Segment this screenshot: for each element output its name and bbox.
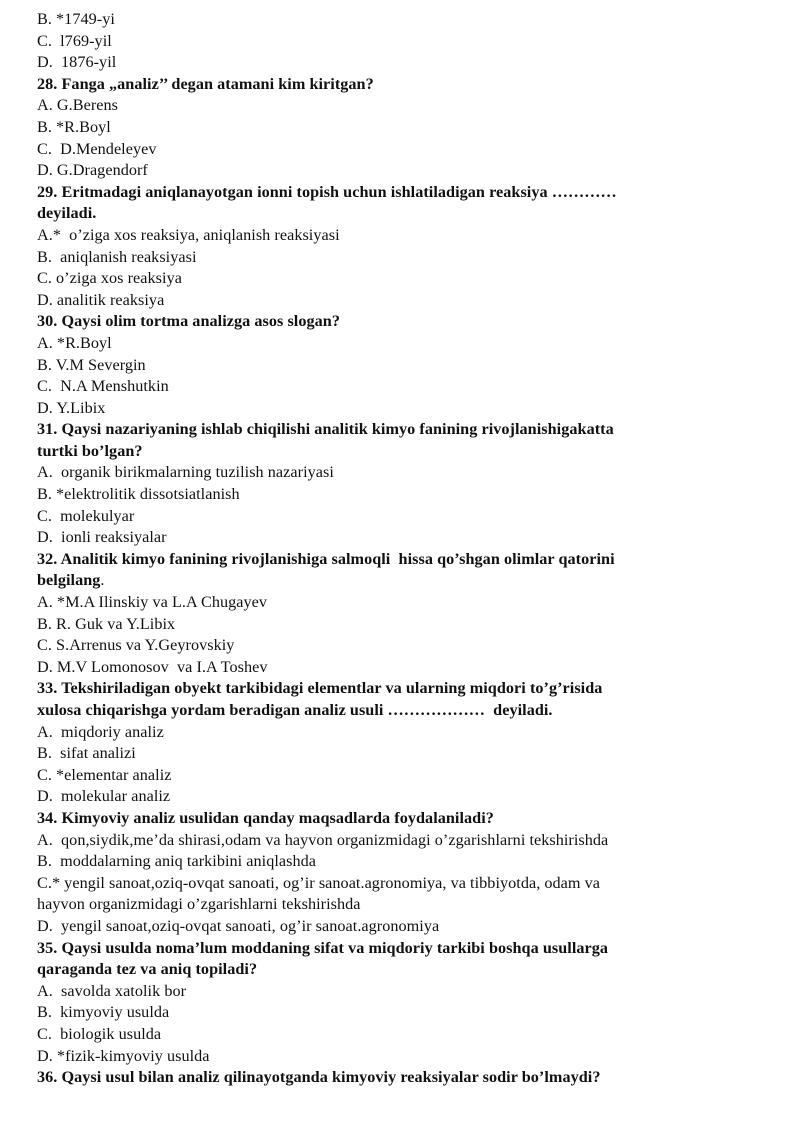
answer-option: A. organik birikmalarning tuzilish nazariyasi	[37, 463, 334, 482]
answer-option: B. aniqlanish reaksiyasi	[37, 247, 197, 266]
question-text: belgilang	[37, 571, 101, 590]
document-page	[37, 9, 777, 1089]
question-line: 30. Qaysi olim tortma analizga asos slogan?	[37, 312, 340, 331]
answer-option: A. miqdoriy analiz	[37, 722, 164, 741]
answer-option: C. S.Arrenus va Y.Geyrovskiy	[37, 636, 235, 655]
answer-option: B. sifat analizi	[37, 744, 136, 763]
question-line: 29. Eritmadagi aniqlanayotgan ionni topish uchun ishlatiladigan reaksiya …………	[37, 182, 617, 201]
question-line: 31. Qaysi nazariyaning ishlab chiqilishi analitik kimyo fanining rivojlanishigakatta	[37, 420, 614, 439]
question-line: 28. Fanga „analiz’’ degan atamani kim kiritgan?	[37, 74, 374, 93]
answer-option: D. *fizik-kimyoviy usulda	[37, 1046, 210, 1065]
answer-option: D. ionli reaksiyalar	[37, 528, 167, 547]
answer-option: A. *M.A Ilinskiy va L.A Chugayev	[37, 593, 268, 612]
answer-option: B. *1749-yi	[37, 10, 115, 28]
question-line: 35. Qaysi usulda noma’lum moddaning sifat va miqdoriy tarkibi boshqa usullarga	[37, 938, 609, 957]
answer-option: B. V.M Severgin	[37, 355, 146, 374]
answer-option: A. G.Berens	[37, 96, 119, 115]
answer-option: C. *elementar analiz	[37, 765, 172, 784]
answer-option: D. analitik reaksiya	[37, 290, 165, 309]
answer-option: B. *R.Boyl	[37, 117, 111, 136]
question-line: 32. Analitik kimyo fanining rivojlanishiga salmoqli hissa qo’shgan olimlar qatorini	[37, 549, 615, 568]
answer-option: hayvon organizmidagi o’zgarishlarni tekshirishda	[37, 895, 361, 914]
answer-option: B. kimyoviy usulda	[37, 1003, 170, 1022]
answer-option: C. biologik usulda	[37, 1024, 162, 1043]
answer-option: C. o’ziga xos reaksiya	[37, 269, 182, 288]
answer-option: C. molekulyar	[37, 506, 135, 525]
answer-option: C. N.A Menshutkin	[37, 377, 169, 396]
answer-option: D. M.V Lomonosov va I.A Toshev	[37, 657, 268, 676]
question-line: 34. Kimyoviy analiz usulidan qanday maqsadlarda foydalaniladi?	[37, 808, 494, 827]
question-line: turtki bo’lgan?	[37, 441, 143, 460]
question-line: 33. Tekshiriladigan obyekt tarkibidagi elementlar va ularning miqdori to’g’risida	[37, 679, 603, 698]
question-punctuation: .	[100, 571, 105, 590]
question-line	[37, 570, 777, 592]
answer-option: A.* o’ziga xos reaksiya, aniqlanish reaksiyasi	[37, 225, 340, 244]
answer-option: B. moddalarning aniq tarkibini aniqlashda	[37, 852, 317, 871]
answer-option: C. l769-yil	[37, 31, 112, 50]
answer-option: A. *R.Boyl	[37, 333, 112, 352]
question-line: deyiladi.	[37, 204, 97, 223]
question-line: xulosa chiqarishga yordam beradigan analiz usuli ……………… deyiladi.	[37, 701, 553, 719]
question-line: 36. Qaysi usul bilan analiz qilinayotganda kimyoviy reaksiyalar sodir bo’lmaydi?	[37, 1068, 601, 1087]
question-line: qaraganda tez va aniq topiladi?	[37, 960, 258, 979]
answer-option: D. Y.Libix	[37, 398, 106, 417]
answer-option: C. D.Mendeleyev	[37, 139, 157, 158]
answer-option: D. yengil sanoat,oziq-ovqat sanoati, og’ir sanoat.agronomiya	[37, 916, 440, 935]
answer-option: A. savolda xatolik bor	[37, 981, 187, 1000]
answer-option: D. 1876-yil	[37, 53, 117, 72]
answer-option: D. molekular analiz	[37, 787, 171, 806]
answer-option: C.* yengil sanoat,oziq-ovqat sanoati, og’ir sanoat.agronomiya, va tibbiyotda, odam va	[37, 873, 601, 892]
answer-option: B. *elektrolitik dissotsiatlanish	[37, 485, 240, 504]
answer-option: D. G.Dragendorf	[37, 161, 148, 180]
answer-option: B. R. Guk va Y.Libix	[37, 614, 176, 633]
answer-option: A. qon,siydik,me’da shirasi,odam va hayvon organizmidagi o’zgarishlarni tekshirishda	[37, 830, 609, 849]
